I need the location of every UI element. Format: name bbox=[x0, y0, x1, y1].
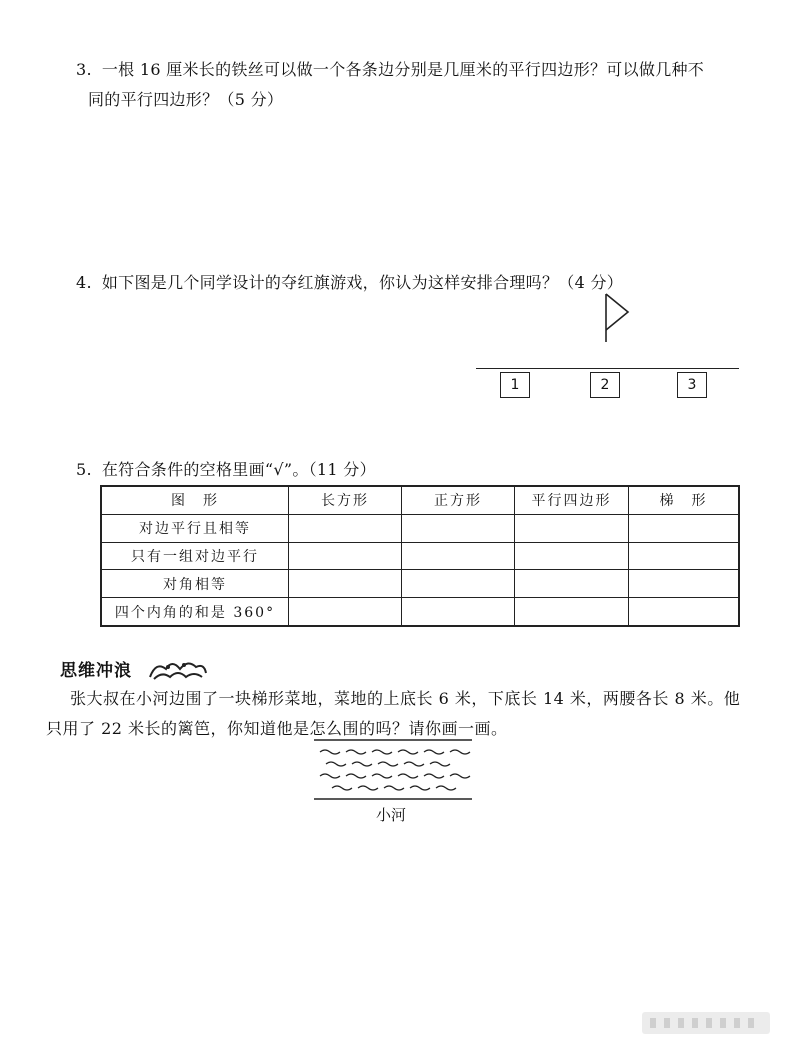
scan-artifact bbox=[642, 1012, 770, 1034]
question-3-text-line1: 一根 16 厘米长的铁丝可以做一个各条边分别是几厘米的平行四边形？可以做几种不 bbox=[101, 60, 705, 79]
challenge-text bbox=[46, 684, 770, 744]
answer-cell[interactable] bbox=[629, 598, 740, 626]
table-header-row bbox=[101, 486, 739, 514]
table-header-cell: 梯 形 bbox=[629, 486, 740, 514]
red-flag-icon bbox=[598, 292, 634, 344]
table-row bbox=[101, 514, 739, 542]
river-drawing bbox=[312, 738, 474, 802]
position-box-2: 2 bbox=[590, 372, 620, 398]
question-5-text: 在符合条件的空格里画“√”。（11 分） bbox=[101, 460, 376, 479]
challenge-text-line2: 只用了 22 米长的篱笆，你知道他是怎么围的吗？请你画一画。 bbox=[46, 719, 508, 738]
answer-cell[interactable] bbox=[515, 598, 629, 626]
question-5 bbox=[76, 455, 376, 485]
question-4-number: 4. bbox=[76, 273, 92, 292]
question-3 bbox=[76, 55, 704, 115]
shape-property-table bbox=[100, 485, 740, 627]
table-header-cell: 长方形 bbox=[289, 486, 402, 514]
question-4-text: 如下图是几个同学设计的夺红旗游戏，你认为这样安排合理吗？（4 分） bbox=[101, 273, 624, 292]
question-4 bbox=[76, 268, 623, 298]
answer-cell[interactable] bbox=[289, 542, 402, 570]
answer-cell[interactable] bbox=[515, 514, 629, 542]
wave-icon bbox=[148, 655, 208, 683]
answer-cell[interactable] bbox=[402, 570, 515, 598]
answer-cell[interactable] bbox=[289, 598, 402, 626]
table-row bbox=[101, 598, 739, 626]
position-box-1: 1 bbox=[500, 372, 530, 398]
answer-cell[interactable] bbox=[289, 570, 402, 598]
answer-cell[interactable] bbox=[629, 514, 740, 542]
question-3-text-line2: 同的平行四边形？（5 分） bbox=[88, 90, 284, 109]
table-row bbox=[101, 542, 739, 570]
table-row-label: 只有一组对边平行 bbox=[101, 542, 289, 570]
table-row-label: 对角相等 bbox=[101, 570, 289, 598]
challenge-text-line1: 张大叔在小河边围了一块梯形菜地，菜地的上底长 6 米，下底长 14 米，两腰各长 8 米。他 bbox=[70, 689, 741, 708]
answer-cell[interactable] bbox=[629, 570, 740, 598]
table-row-label: 四个内角的和是 360° bbox=[101, 598, 289, 626]
answer-cell[interactable] bbox=[289, 514, 402, 542]
position-box-3: 3 bbox=[677, 372, 707, 398]
answer-cell[interactable] bbox=[629, 542, 740, 570]
table-header-cell: 平行四边形 bbox=[515, 486, 629, 514]
river-label: 小河 bbox=[376, 806, 407, 824]
game-ground-line bbox=[476, 368, 739, 369]
table-row bbox=[101, 570, 739, 598]
question-5-number: 5. bbox=[76, 460, 92, 479]
answer-cell[interactable] bbox=[402, 514, 515, 542]
section-title: 思维冲浪 bbox=[60, 661, 132, 681]
answer-cell[interactable] bbox=[515, 542, 629, 570]
answer-cell[interactable] bbox=[402, 542, 515, 570]
table-header-cell: 正方形 bbox=[402, 486, 515, 514]
table-row-label: 对边平行且相等 bbox=[101, 514, 289, 542]
table-header-cell: 图 形 bbox=[101, 486, 289, 514]
question-3-number: 3. bbox=[76, 60, 92, 79]
answer-cell[interactable] bbox=[402, 598, 515, 626]
answer-cell[interactable] bbox=[515, 570, 629, 598]
